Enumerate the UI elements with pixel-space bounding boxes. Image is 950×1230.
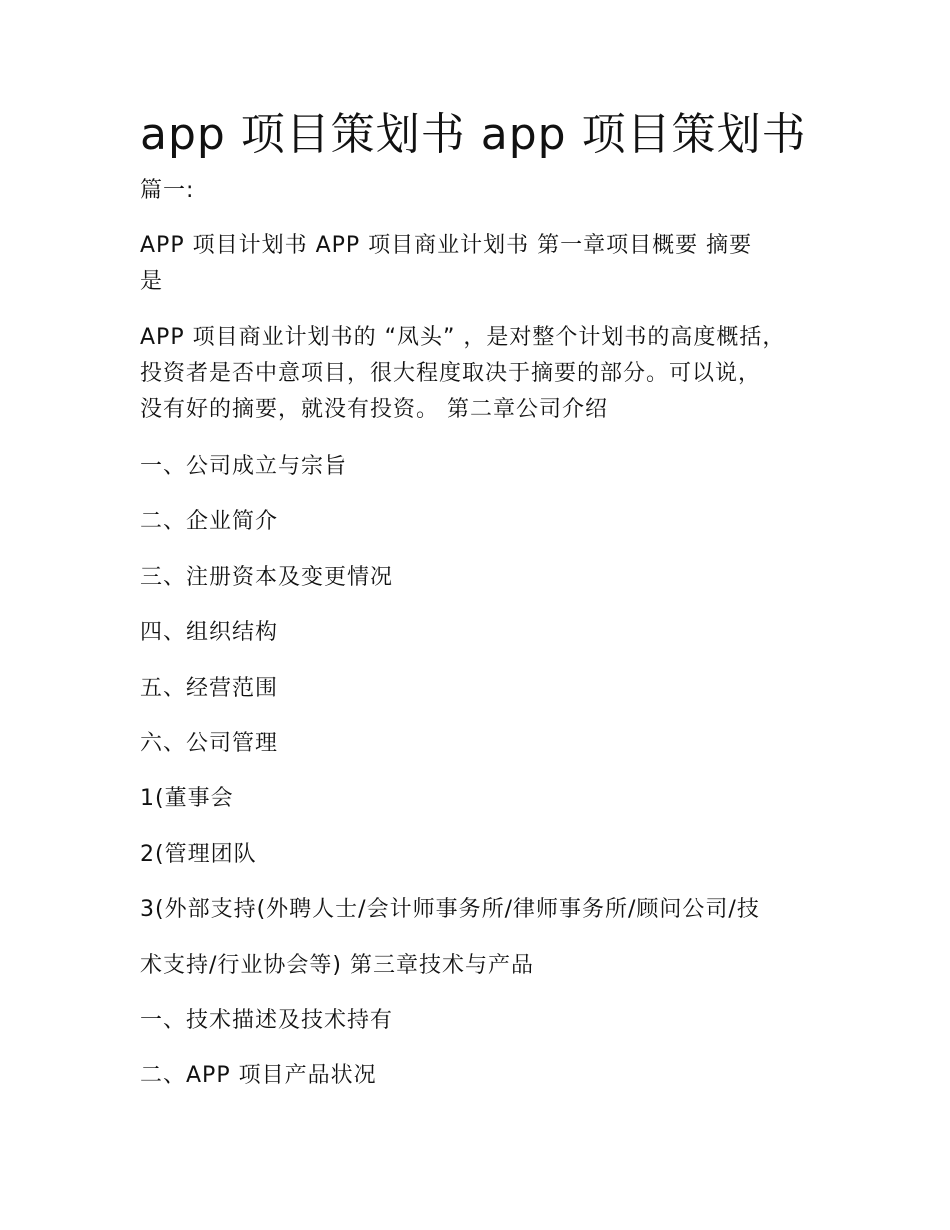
- outline-item: 四、组织结构: [140, 620, 279, 645]
- outline-item: 二、企业简介: [140, 509, 279, 534]
- chapter-heading-line-2: 是: [140, 269, 164, 294]
- outline-item: 一、公司成立与宗旨: [140, 454, 348, 479]
- outline-item: 五、经营范围: [140, 676, 279, 701]
- outline-item: 2(管理团队: [140, 842, 257, 867]
- outline-item: 六、公司管理: [140, 731, 279, 756]
- outline-item: 1(董事会: [140, 786, 234, 811]
- chapter-heading-line-1: APP 项目计划书 APP 项目商业计划书 第一章项目概要 摘要: [140, 233, 753, 258]
- document-title: app 项目策划书 app 项目策划书: [140, 109, 807, 160]
- outline-item: 三、注册资本及变更情况: [140, 565, 394, 590]
- summary-paragraph-line-1: APP 项目商业计划书的 “凤头” ，是对整个计划书的高度概括，: [140, 325, 786, 350]
- outline-item: 3(外部支持(外聘人士/会计师事务所/律师事务所/顾问公司/技: [140, 897, 760, 922]
- summary-paragraph-line-3: 没有好的摘要，就没有投资。 第二章公司介绍: [140, 397, 608, 422]
- outline-item: 术支持/行业协会等) 第三章技术与产品: [140, 953, 534, 978]
- section-label: 篇一:: [140, 178, 195, 203]
- outline-item: 二、APP 项目产品状况: [140, 1063, 377, 1088]
- outline-item: 一、技术描述及技术持有: [140, 1008, 394, 1033]
- summary-paragraph-line-2: 投资者是否中意项目，很大程度取决于摘要的部分。可以说，: [140, 361, 762, 386]
